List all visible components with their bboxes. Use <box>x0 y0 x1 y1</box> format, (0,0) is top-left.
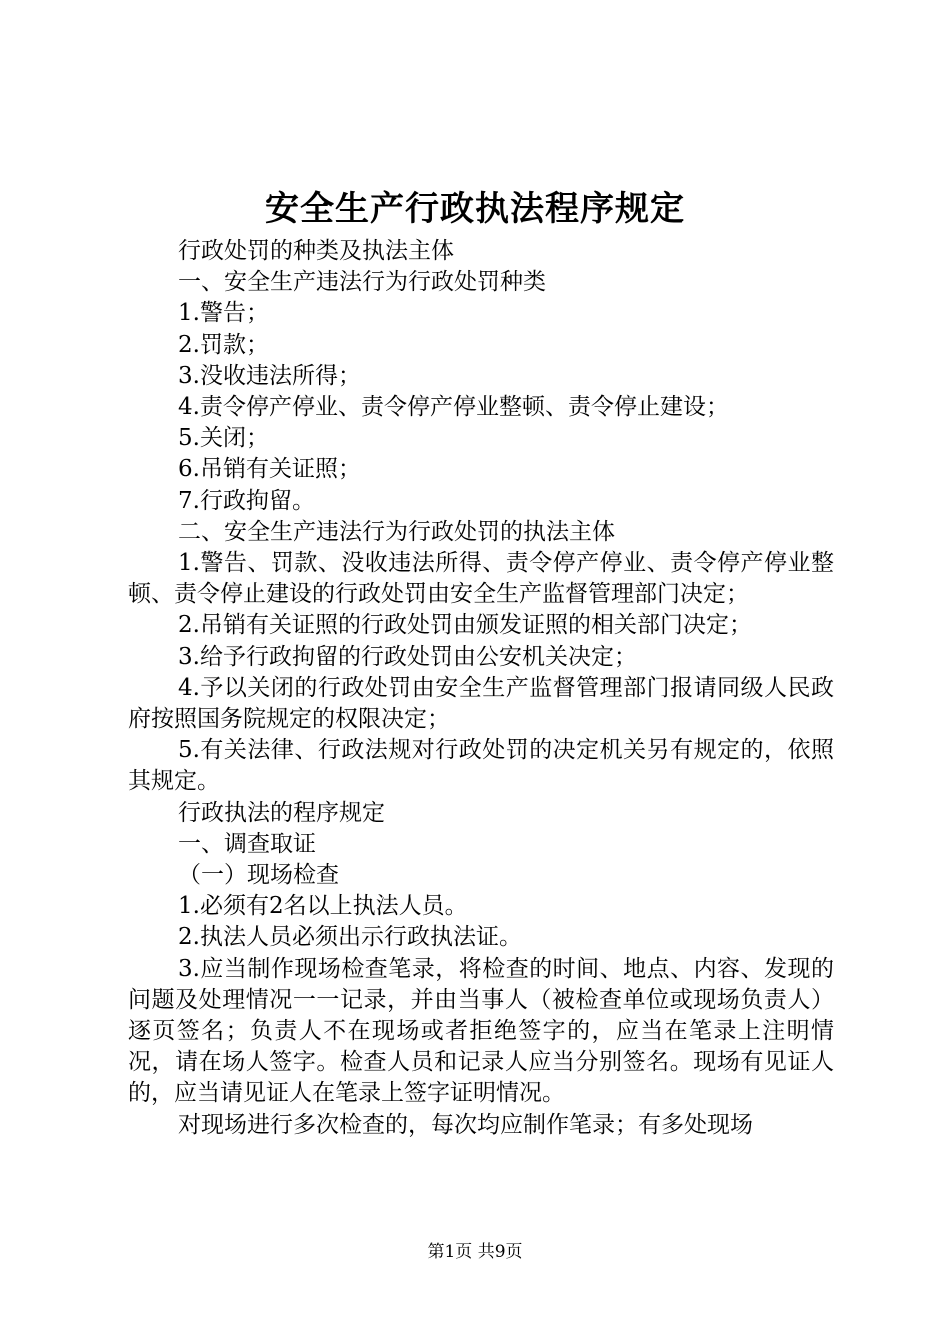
paragraph: 3.应当制作现场检查笔录，将检查的时间、地点、内容、发现的问题及处理情况一一记录，并由当事人（被检查单位或现场负责人）逐页签名；负责人不在现场或者拒绝签字的，应当在笔录上注明情况，请在场人签字。检查人员和记录人应当分别签名。现场有见证人的，应当请见证人在笔录上签字证明情况。 <box>128 955 834 1107</box>
paragraph: 行政处罚的种类及执法主体 <box>178 238 454 264</box>
paragraph: 2.执法人员必须出示行政执法证。 <box>178 924 522 951</box>
paragraph: 对现场进行多次检查的，每次均应制作笔录；有多处现场 <box>178 1111 753 1138</box>
paragraph: 4.责令停产停业、责令停产停业整顿、责令停止建设； <box>178 394 729 421</box>
paragraph: 一、安全生产违法行为行政处罚种类 <box>178 269 546 296</box>
paragraph: 3.给予行政拘留的行政处罚由公安机关决定； <box>178 643 637 670</box>
paragraph: 5.有关法律、行政法规对行政处罚的决定机关另有规定的，依照其规定。 <box>128 737 834 795</box>
paragraph: 6.吊销有关证照； <box>178 456 361 483</box>
document-title: 安全生产行政执法程序规定 <box>265 189 685 229</box>
paragraph: 4.予以关闭的行政处罚由安全生产监督管理部门报请同级人民政府按照国务院规定的权限决定； <box>128 674 834 733</box>
paragraph: 1.警告； <box>178 300 269 327</box>
paragraph: 一、调查取证 <box>178 830 316 857</box>
paragraph: 7.行政拘留。 <box>178 487 315 514</box>
paragraph: 2.吊销有关证照的行政处罚由颁发证照的相关部门决定； <box>178 612 752 639</box>
paragraph: 1.必须有2名以上执法人员。 <box>178 893 468 920</box>
document-body <box>128 236 834 1141</box>
paragraph: 二、安全生产违法行为行政处罚的执法主体 <box>178 518 615 545</box>
page-footer: 第1页 共9页 <box>427 1242 523 1262</box>
paragraph: （一）现场检查 <box>178 862 339 889</box>
paragraph: 行政执法的程序规定 <box>178 799 385 826</box>
paragraph: 1.警告、罚款、没收违法所得、责令停产停业、责令停产停业整顿、责令停止建设的行政处罚由安全生产监督管理部门决定； <box>128 550 834 608</box>
paragraph: 5.关闭； <box>178 425 269 452</box>
paragraph: 3.没收违法所得； <box>178 362 361 389</box>
paragraph: 2.罚款； <box>178 331 269 358</box>
